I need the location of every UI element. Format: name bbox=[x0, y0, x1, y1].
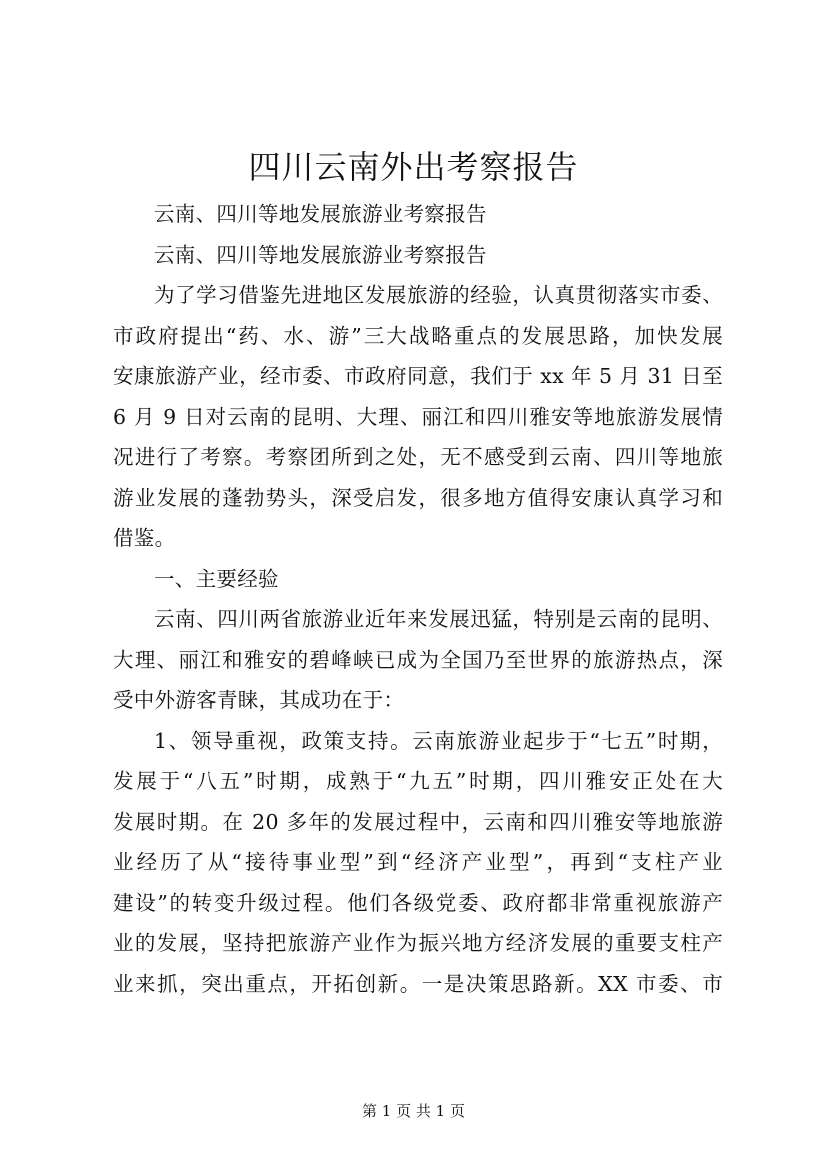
page-number-footer: 第 1 页 共 1 页 bbox=[362, 1102, 465, 1120]
paragraph-line: 安康旅游产业，经市委、市政府同意，我们于 xx 年 5 月 31 日至 bbox=[113, 364, 723, 388]
paragraph-line: 市政府提出“药、水、游”三大战略重点的发展思路，加快发展 bbox=[113, 323, 723, 348]
paragraph-line: 业经历了从“接待事业型”到“经济产业型”，再到“支柱产业 bbox=[113, 850, 723, 874]
paragraph-line: 借鉴。 bbox=[113, 526, 176, 550]
paragraph-line: 业的发展，坚持把旅游产业作为振兴地方经济发展的重要支柱产 bbox=[113, 931, 723, 955]
paragraph-line: 游业发展的蓬勃势头，深受启发，很多地方值得安康认真学习和 bbox=[113, 485, 723, 510]
document-title: 四川云南外出考察报告 bbox=[248, 148, 579, 186]
paragraph-line: 发展于“八五”时期，成熟于“九五”时期，四川雅安正处在大 bbox=[113, 769, 723, 793]
paragraph-line: 业来抓，突出重点，开拓创新。一是决策思路新。XX 市委、市 bbox=[113, 971, 723, 996]
paragraph-line: 6 月 9 日对云南的昆明、大理、丽江和四川雅安等地旅游发展情 bbox=[113, 404, 723, 429]
paragraph-line: 为了学习借鉴先进地区发展旅游的经验，认真贯彻落实市委、 bbox=[154, 283, 723, 307]
paragraph-line: 发展时期。在 20 多年的发展过程中，云南和四川雅安等地旅游 bbox=[113, 809, 723, 834]
subtitle-line: 云南、四川等地发展旅游业考察报告 bbox=[154, 242, 487, 267]
paragraph-line: 1、领导重视，政策支持。云南旅游业起步于“七五”时期， bbox=[154, 728, 723, 753]
subtitle-line: 云南、四川等地发展旅游业考察报告 bbox=[154, 202, 487, 226]
paragraph-line: 大理、丽江和雅安的碧峰峡已成为全国乃至世界的旅游热点，深 bbox=[113, 647, 723, 672]
document-body bbox=[113, 194, 723, 1004]
paragraph-line: 况进行了考察。考察团所到之处，无不感受到云南、四川等地旅 bbox=[113, 445, 723, 469]
paragraph-line: 受中外游客青睐，其成功在于： bbox=[113, 688, 405, 712]
section-heading: 一、主要经验 bbox=[154, 566, 279, 591]
paragraph-line: 建设”的转变升级过程。他们各级党委、政府都非常重视旅游产 bbox=[113, 890, 723, 915]
paragraph-line: 云南、四川两省旅游业近年来发展迅猛，特别是云南的昆明、 bbox=[154, 607, 723, 631]
